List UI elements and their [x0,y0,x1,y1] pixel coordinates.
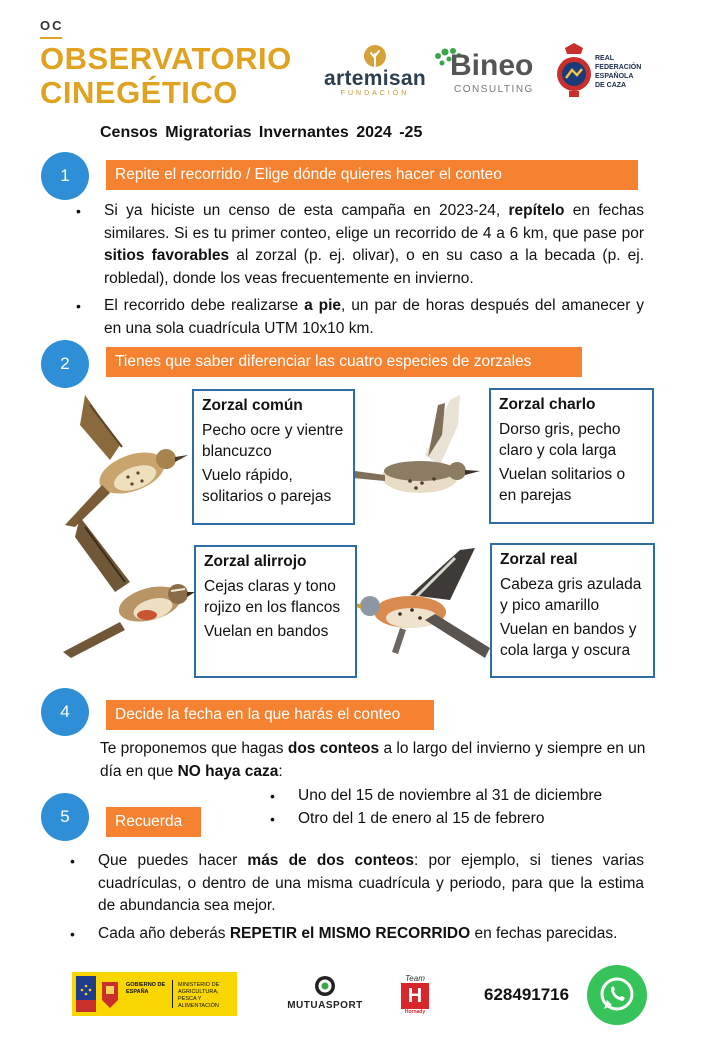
text-run: Si ya hiciste un censo de esta campaña en 2023-24, [104,202,509,219]
emphasis-mas-conteos: más de dos conteos [247,852,414,869]
text-run: en fechas similares. Si es tu primer conteo, elige un recorrido de 4 a 6 km, que pase por [104,202,644,242]
oc-underline [40,37,62,39]
emphasis-repetir: REPETIR el MISMO RECORRIDO [229,924,471,942]
step-4-heading: Decide la fecha en la que harás el conteo [106,700,434,730]
artemisan-sub: FUNDACIÓN [340,90,410,97]
emphasis-a-pie: a pie [304,297,342,314]
artemisan-logo [320,44,430,100]
brand-title-line2: CINEGÉTICO [40,75,238,110]
bird-desc-1: Cabeza gris azulada y pico amarillo [500,576,642,614]
bineo-name: Bineo [450,49,534,82]
step-1-bullet-1 [104,200,644,290]
date-item-2: • Otro del 1 de enero al 15 de febrero [298,808,658,831]
target-icon [314,975,336,997]
step-5-circle: 5 [41,793,89,841]
gov-divider [172,980,173,1008]
bird-zorzal-alirrojo-image [55,512,195,662]
text-run: Que puedes hacer [98,852,248,869]
bird-box-zorzal-real [490,543,655,678]
oc-mark: OC [40,18,64,33]
artemisan-name: artemisan [324,67,426,90]
text-run: El recorrido debe realizarse [104,297,305,314]
mutuasport-logo [280,975,370,1015]
main-title: Censos Migratorias Invernantes 2024 -25 [100,124,423,141]
bird-desc-1: Cejas claras y tono rojizo en los flancos [204,578,341,616]
text-run: al zorzal (p. ej. olivar), o en su caso a la becada (p. ej. robledal), donde los veas frecuentemente en invierno. [104,247,645,287]
gov-left-text: GOBIERNO DE ESPAÑA [126,982,166,995]
text-run: : [278,762,283,780]
bird-name: Zorzal real [500,551,578,568]
step-5-heading: Recuerda [106,807,201,837]
eu-flag-icon [76,976,96,1012]
bird-desc-2: Vuelan en bandos y cola larga y oscura [500,621,637,659]
gov-right-text: MINISTERIO DE AGRICULTURA, PESCA Y ALIMENTACIÓN [178,982,220,1009]
text-run: Te proponemos que hagas [100,740,288,757]
date-item-1: • Uno del 15 de noviembre al 31 de diciembre [298,785,658,808]
step-1-bullet-2 [104,295,644,340]
step-4-paragraph [100,738,650,783]
text-run: , un par de horas después del amanecer y en una sola cuadrícula UTM 10x10 km. [104,297,644,337]
whatsapp-button[interactable] [587,965,647,1025]
rfec-line4: DE CAZA [595,82,627,89]
emphasis-sitios: sitios favorables [104,247,230,264]
rfec-line1: REAL [595,55,615,62]
step-2-circle: 2 [41,340,89,388]
rfec-line3: ESPAÑOLA [595,73,634,80]
bird-zorzal-real-image [340,540,500,670]
hornady-h-icon: H [401,983,429,1009]
bird-name: Zorzal común [202,397,303,414]
bird-desc-2: Vuelan en bandos [204,623,329,640]
whatsapp-icon [587,965,647,1025]
bird-name: Zorzal alirrojo [204,553,307,570]
date-list [298,785,658,830]
step-1-list [104,200,644,340]
ministry-logo [72,972,237,1016]
step-5-list [98,850,644,945]
bird-box-zorzal-alirrojo [194,545,357,678]
emphasis-dos-conteos: dos conteos [287,740,380,757]
bird-desc-2: Vuelo rápido, solitarios o parejas [202,467,332,505]
step-5-bullet-1 [98,850,644,918]
phone-number[interactable]: 628491716 [484,985,570,1004]
crest-icon [555,42,593,100]
bird-desc-1: Dorso gris, pecho claro y cola larga [499,421,621,459]
tree-icon [363,44,387,68]
text-run: a lo largo del invierno y siempre en un día en que [100,740,646,780]
mutuasport-name: MUTUASPORT [287,1000,363,1011]
text-run: Cada año deberás [98,924,230,942]
bird-name: Zorzal charlo [499,396,596,413]
hornady-name: Hornady [404,1009,426,1015]
bird-desc-1: Pecho ocre y vientre blancuzco [202,422,344,460]
brand-title [40,42,292,110]
bineo-logo [434,48,549,98]
step-2-heading: Tienes que saber diferenciar las cuatro especies de zorzales [106,347,582,377]
emphasis-no-caza: NO haya caza [177,762,279,780]
hornady-logo [398,974,432,1016]
text-run: en fechas parecidas. [470,924,618,942]
coat-of-arms-icon [98,976,122,1012]
step-1-circle: 1 [41,152,89,200]
bineo-sub: CONSULTING [454,84,534,95]
rfec-logo [555,42,665,102]
brand-title-line1: OBSERVATORIO [40,41,292,76]
rfec-text [595,54,641,90]
rfec-line2: FEDERACIÓN [595,64,642,71]
bird-desc-2: Vuelan solitarios o en parejas [499,466,626,504]
emphasis-repitelo: repítelo [508,202,565,219]
text-run: : por ejemplo, si tienes varias cuadrículas, o dentro de una misma cuadrícula y periodo, para que la estima de abundancia sea mejor. [98,852,645,914]
bird-box-zorzal-comun [192,389,355,525]
step-4-circle: 4 [41,688,89,736]
step-5-bullet-2 [98,923,644,946]
hornady-team: Team [405,974,425,983]
step-1-heading: Repite el recorrido / Elige dónde quieres hacer el conteo [106,160,638,190]
bird-box-zorzal-charlo [489,388,654,524]
